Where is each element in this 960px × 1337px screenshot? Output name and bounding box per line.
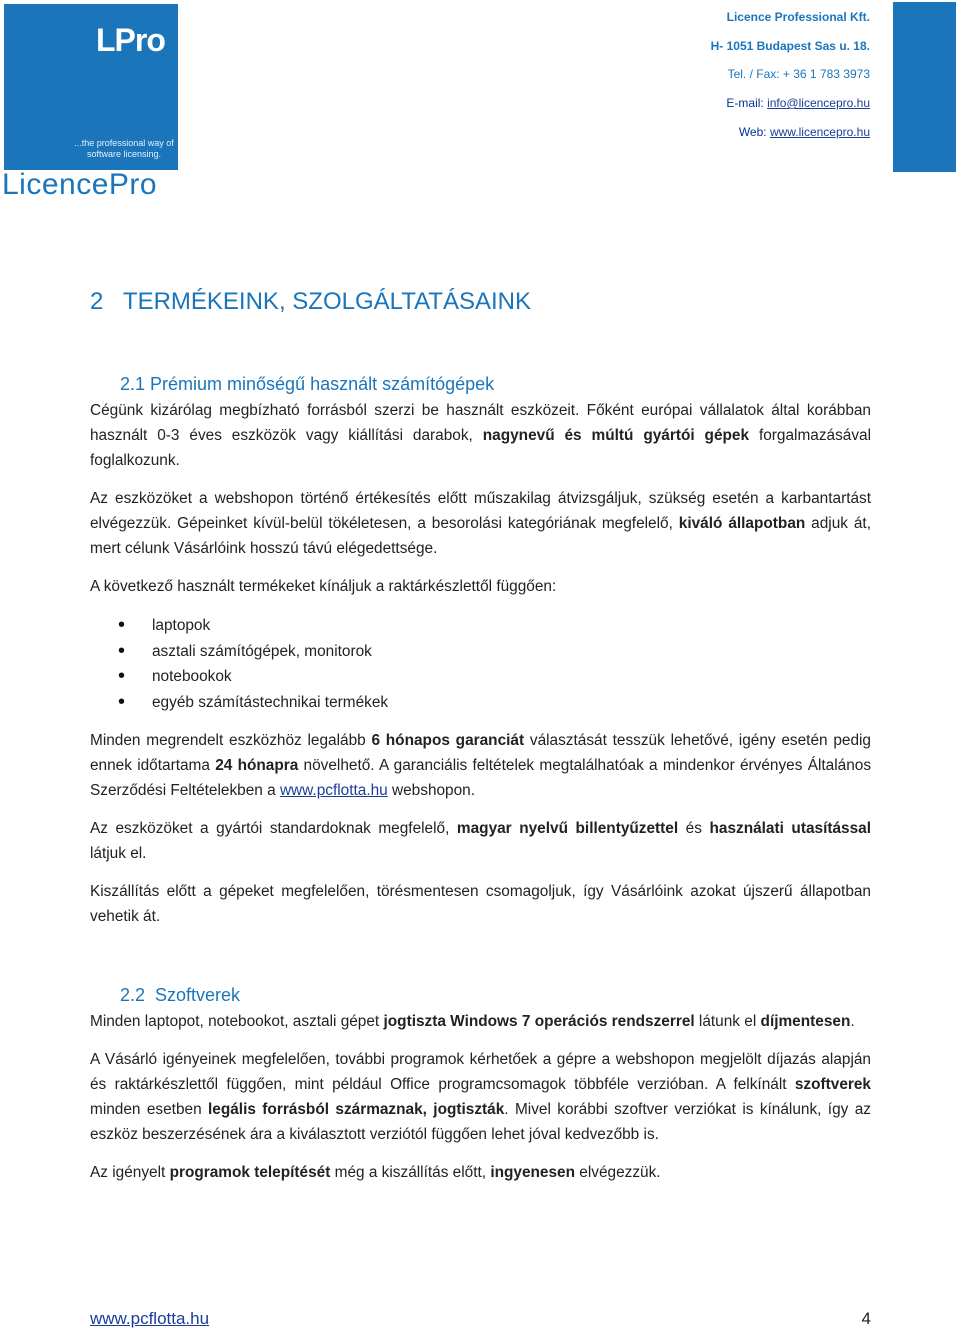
email-label: E-mail: — [726, 96, 768, 111]
logo-block — [4, 4, 178, 170]
company-info — [620, 8, 870, 151]
chapter-heading: 2 TERMÉKEINK, SZOLGÁLTATÁSAINK — [90, 288, 531, 315]
section-heading-2-2: 2.2 Szoftverek — [120, 985, 241, 1005]
company-address: H- 1051 Budapest Sas u. 18. — [710, 38, 870, 53]
company-phone: Tel. / Fax: + 36 1 783 3973 — [727, 67, 870, 82]
list-item: • notebookok — [90, 664, 871, 690]
paragraph: Az eszközöket a webshopon történő értékesítés előtt műszakilag átvizsgáljuk, szükség esetén a karbantartást elvégezzük. Gépeinket kívül-belül tökéletesen, a besorolási kategóriának megfelelő, kiváló állapotban adjuk át, mert célunk Vásárlóink hosszú távú elégedettsége. — [90, 490, 871, 557]
paragraph: Minden laptopot, notebookot, asztali gépet jogtiszta Windows 7 operációs rendszerrel látunk el díjmentesen. — [90, 1013, 855, 1030]
company-email — [620, 94, 870, 123]
web-link[interactable]: www.licencepro.hu — [769, 124, 870, 139]
logo-tagline: ...the professional way of software licensing. — [74, 138, 174, 159]
webshop-link[interactable]: www.pcflotta.hu — [279, 782, 388, 799]
logo-name: LicencePro — [2, 168, 158, 201]
logo-short: LPro — [96, 22, 165, 58]
list-item: • asztali számítógépek, monitorok — [90, 639, 871, 665]
product-list — [90, 613, 871, 715]
company-web — [620, 123, 870, 152]
paragraph: Minden megrendelt eszközhöz legalább 6 hónapos garanciát választását tesszük lehetővé, igény esetén pedig ennek időtartama 24 hónapra növelhető. A garanciális feltételek megtalálhatóak a mindenkor érvényes Általános Szerződési Feltételekben a www.pcflotta.hu webshopon. — [90, 732, 872, 799]
paragraph: A következő használt termékeket kínáljuk a raktárkészlettől függően: — [90, 578, 557, 595]
list-item: • egyéb számítástechnikai termékek — [90, 690, 871, 716]
paragraph: Az eszközöket a gyártói standardoknak megfelelő, magyar nyelvű billentyűzettel és használati utasítással látjuk el. — [90, 820, 871, 862]
paragraph: Kiszállítás előtt a gépeket megfelelően, törésmentesen csomagoljuk, így Vásárlóink azokat újszerű állapotban vehetik át. — [90, 883, 871, 925]
document-body — [90, 282, 871, 1185]
paragraph: Az igényelt programok telepítését még a kiszállítás előtt, ingyenesen elvégezzük. — [90, 1164, 661, 1181]
paragraph: Cégünk kizárólag megbízható forrásból szerzi be használt eszközeit. Főként európai vállalatok által korábban használt 0-3 éves eszközök vagy kiállítási darabok, nagynevű és múltú gyártói gépek forgalmazásával foglalkozunk. — [90, 402, 872, 469]
footer-link[interactable]: www.pcflotta.hu — [90, 1309, 210, 1328]
paragraph: A Vásárló igényeinek megfelelően, további programok kérhetőek a gépre a webshopon megjelölt díjazás alapján és raktárkészlettől függően, mint például Office programcsomagok többféle verzióban. A felkínált szoftverek minden esetben legális forrásból származnak, jogtiszták. Mivel korábbi szoftver verziókat is kínálunk, így az eszköz beszerzésének ára a kiválasztott verziótól függően lehet jóval kedvezőbb is. — [90, 1051, 871, 1143]
company-name: Licence Professional Kft. — [726, 10, 870, 24]
page-number: 4 — [861, 1309, 871, 1328]
section-heading-2-1: 2.1 Prémium minőségű használt számítógépek — [120, 374, 495, 394]
list-item: • laptopok — [90, 613, 871, 639]
email-link[interactable]: info@licencepro.hu — [767, 96, 870, 111]
web-label: Web: — [738, 124, 770, 139]
header-accent-bar — [893, 2, 956, 172]
